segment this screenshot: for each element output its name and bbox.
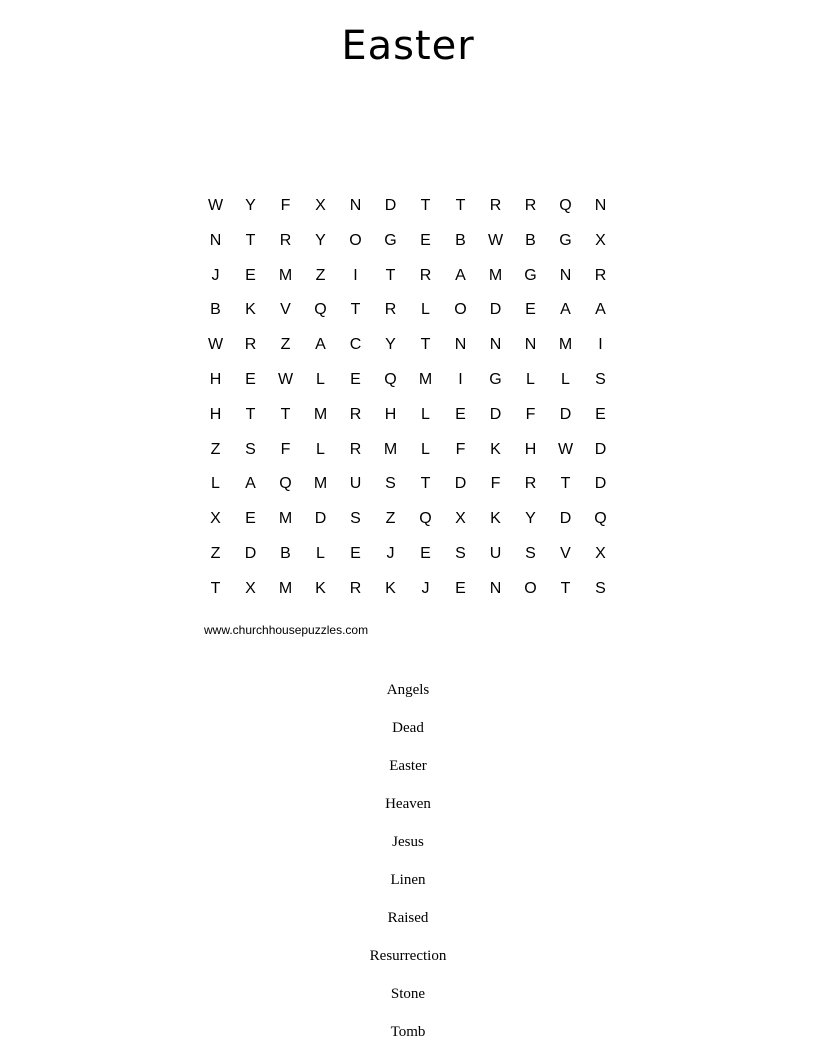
grid-letter: X	[210, 510, 221, 528]
grid-letter: R	[524, 475, 537, 493]
grid-letter: L	[211, 475, 220, 493]
grid-letter: B	[210, 301, 221, 319]
grid-letter: Y	[245, 197, 256, 214]
grid-letter: Q	[279, 475, 292, 493]
word-list-item: Dead	[392, 720, 424, 736]
grid-letter: I	[458, 370, 463, 388]
grid-letter: E	[245, 510, 256, 528]
grid-letter: T	[245, 405, 256, 423]
grid-letter: X	[245, 579, 256, 597]
grid-letter: G	[524, 266, 537, 284]
grid-letter: N	[489, 336, 502, 354]
grid-letter: H	[209, 405, 222, 423]
grid-letter: T	[210, 579, 221, 597]
grid-letter: H	[524, 440, 537, 458]
grid-letter: L	[421, 440, 430, 458]
grid-letter: O	[349, 231, 362, 249]
grid-letter: M	[278, 266, 293, 284]
grid-letter: B	[525, 231, 536, 249]
grid-letter: D	[594, 475, 607, 493]
grid-letter: Q	[559, 197, 572, 214]
grid-row	[198, 467, 618, 502]
grid-letter: B	[455, 231, 466, 249]
grid-letter: R	[349, 579, 362, 597]
grid-letter: D	[489, 301, 502, 319]
grid-letter: S	[245, 440, 256, 458]
word-list	[0, 680, 816, 1060]
grid-letter: T	[280, 405, 291, 423]
grid-letter: E	[350, 370, 361, 388]
grid-letter: T	[420, 475, 431, 493]
grid-row	[198, 189, 618, 224]
grid-letter: E	[420, 231, 431, 249]
grid-letter: A	[245, 475, 256, 493]
grid-letter: S	[525, 544, 536, 562]
grid-letter: R	[349, 440, 362, 458]
grid-letter: W	[207, 197, 224, 214]
grid-letter: X	[315, 197, 326, 214]
grid-letter: S	[595, 579, 606, 597]
grid-row	[198, 572, 618, 607]
grid-row	[198, 328, 618, 363]
grid-letter: G	[384, 231, 397, 249]
grid-letter: M	[278, 510, 293, 528]
grid-row	[198, 293, 618, 328]
grid-letter: Z	[385, 510, 396, 528]
grid-letter: M	[313, 405, 328, 423]
grid-letter: A	[455, 266, 466, 284]
grid-letter: Y	[315, 231, 326, 249]
grid-letter: U	[489, 544, 502, 562]
grid-letter: X	[595, 544, 606, 562]
letter-grid	[198, 189, 618, 607]
grid-letter: N	[524, 336, 537, 354]
grid-letter: A	[595, 301, 606, 319]
grid-letter: G	[559, 231, 572, 249]
grid-letter: D	[454, 475, 467, 493]
grid-letter: R	[594, 266, 607, 284]
grid-letter: I	[353, 266, 358, 284]
grid-letter: Y	[525, 510, 536, 528]
grid-letter: L	[526, 370, 535, 388]
grid-letter: M	[558, 336, 573, 354]
grid-letter: T	[245, 231, 256, 249]
grid-letter: F	[490, 475, 501, 493]
grid-letter: M	[313, 475, 328, 493]
grid-letter: Z	[210, 544, 221, 562]
grid-letter: T	[560, 579, 571, 597]
grid-letter: H	[384, 405, 397, 423]
grid-letter: S	[595, 370, 606, 388]
grid-letter: L	[316, 544, 325, 562]
grid-letter: S	[385, 475, 396, 493]
word-list-item: Easter	[389, 758, 427, 774]
grid-letter: T	[350, 301, 361, 319]
word-list-item: Heaven	[385, 796, 431, 812]
grid-letter: D	[559, 510, 572, 528]
grid-letter: N	[559, 266, 572, 284]
grid-letter: L	[421, 405, 430, 423]
word-list-item: Raised	[387, 910, 429, 926]
grid-letter: M	[488, 266, 503, 284]
grid-letter: K	[315, 579, 326, 597]
grid-letter: E	[455, 405, 466, 423]
grid-letter: E	[525, 301, 536, 319]
grid-row	[198, 537, 618, 572]
word-list-item: Resurrection	[369, 948, 447, 964]
grid-letter: O	[524, 579, 537, 597]
grid-letter: F	[280, 197, 291, 214]
grid-letter: L	[421, 301, 430, 319]
grid-letter: D	[314, 510, 327, 528]
grid-letter: F	[525, 405, 536, 423]
grid-letter: D	[489, 405, 502, 423]
grid-letter: L	[316, 370, 325, 388]
grid-letter: J	[211, 266, 220, 284]
word-list-item: Stone	[390, 986, 426, 1002]
grid-letter: Q	[594, 510, 607, 528]
grid-row	[198, 363, 618, 398]
grid-letter: L	[561, 370, 570, 388]
grid-letter: N	[209, 231, 222, 249]
grid-letter: X	[595, 231, 606, 249]
grid-letter: T	[560, 475, 571, 493]
grid-row	[198, 259, 618, 294]
grid-letter: V	[560, 544, 571, 562]
grid-letter: N	[594, 197, 607, 214]
grid-letter: N	[489, 579, 502, 597]
word-list-item: Angels	[386, 682, 430, 698]
word-list-item: Tomb	[390, 1024, 426, 1040]
grid-letter: K	[385, 579, 396, 597]
puzzle-title: Easter	[341, 23, 475, 69]
grid-letter: W	[207, 336, 224, 354]
grid-letter: F	[280, 440, 291, 458]
grid-letter: D	[244, 544, 257, 562]
grid-letter: M	[418, 370, 433, 388]
grid-letter: W	[277, 370, 294, 388]
grid-letter: R	[419, 266, 432, 284]
grid-letter: T	[455, 197, 466, 214]
grid-letter: D	[594, 440, 607, 458]
grid-letter: B	[280, 544, 291, 562]
grid-letter: L	[316, 440, 325, 458]
grid-letter: Q	[384, 370, 397, 388]
grid-row	[198, 224, 618, 259]
grid-letter: E	[245, 266, 256, 284]
grid-letter: H	[209, 370, 222, 388]
grid-letter: R	[279, 231, 292, 249]
grid-letter: E	[455, 579, 466, 597]
grid-letter: V	[280, 301, 291, 319]
grid-letter: T	[420, 336, 431, 354]
grid-letter: A	[560, 301, 571, 319]
grid-letter: J	[421, 579, 430, 597]
word-list-item: Jesus	[392, 834, 424, 850]
grid-letter: Z	[210, 440, 221, 458]
grid-letter: E	[245, 370, 256, 388]
grid-letter: U	[349, 475, 362, 493]
source-url: www.churchhousepuzzles.com	[204, 623, 369, 637]
grid-letter: Q	[419, 510, 432, 528]
grid-letter: K	[490, 510, 501, 528]
grid-letter: Q	[314, 301, 327, 319]
grid-letter: D	[559, 405, 572, 423]
grid-letter: Z	[315, 266, 326, 284]
grid-letter: M	[278, 579, 293, 597]
grid-letter: E	[350, 544, 361, 562]
grid-letter: E	[420, 544, 431, 562]
grid-letter: X	[455, 510, 466, 528]
grid-letter: N	[454, 336, 467, 354]
grid-letter: E	[595, 405, 606, 423]
grid-letter: N	[349, 197, 362, 214]
grid-letter: J	[386, 544, 395, 562]
grid-letter: Z	[280, 336, 291, 354]
grid-letter: D	[384, 197, 397, 214]
grid-row	[198, 433, 618, 468]
grid-letter: K	[490, 440, 501, 458]
grid-letter: S	[455, 544, 466, 562]
grid-letter: G	[489, 370, 502, 388]
grid-letter: T	[420, 197, 431, 214]
grid-letter: R	[489, 197, 502, 214]
grid-letter: C	[349, 336, 362, 354]
grid-letter: T	[385, 266, 396, 284]
grid-letter: W	[557, 440, 574, 458]
grid-letter: F	[455, 440, 466, 458]
grid-letter: A	[315, 336, 326, 354]
grid-letter: K	[245, 301, 256, 319]
grid-row	[198, 502, 618, 537]
grid-row	[198, 398, 618, 433]
grid-letter: S	[350, 510, 361, 528]
grid-letter: W	[487, 231, 504, 249]
grid-letter: R	[349, 405, 362, 423]
word-list-item: Linen	[390, 872, 426, 888]
grid-letter: R	[384, 301, 397, 319]
grid-letter: M	[383, 440, 398, 458]
grid-letter: Y	[385, 336, 396, 354]
grid-letter: I	[598, 336, 603, 354]
grid-letter: R	[244, 336, 257, 354]
grid-letter: R	[524, 197, 537, 214]
grid-letter: O	[454, 301, 467, 319]
